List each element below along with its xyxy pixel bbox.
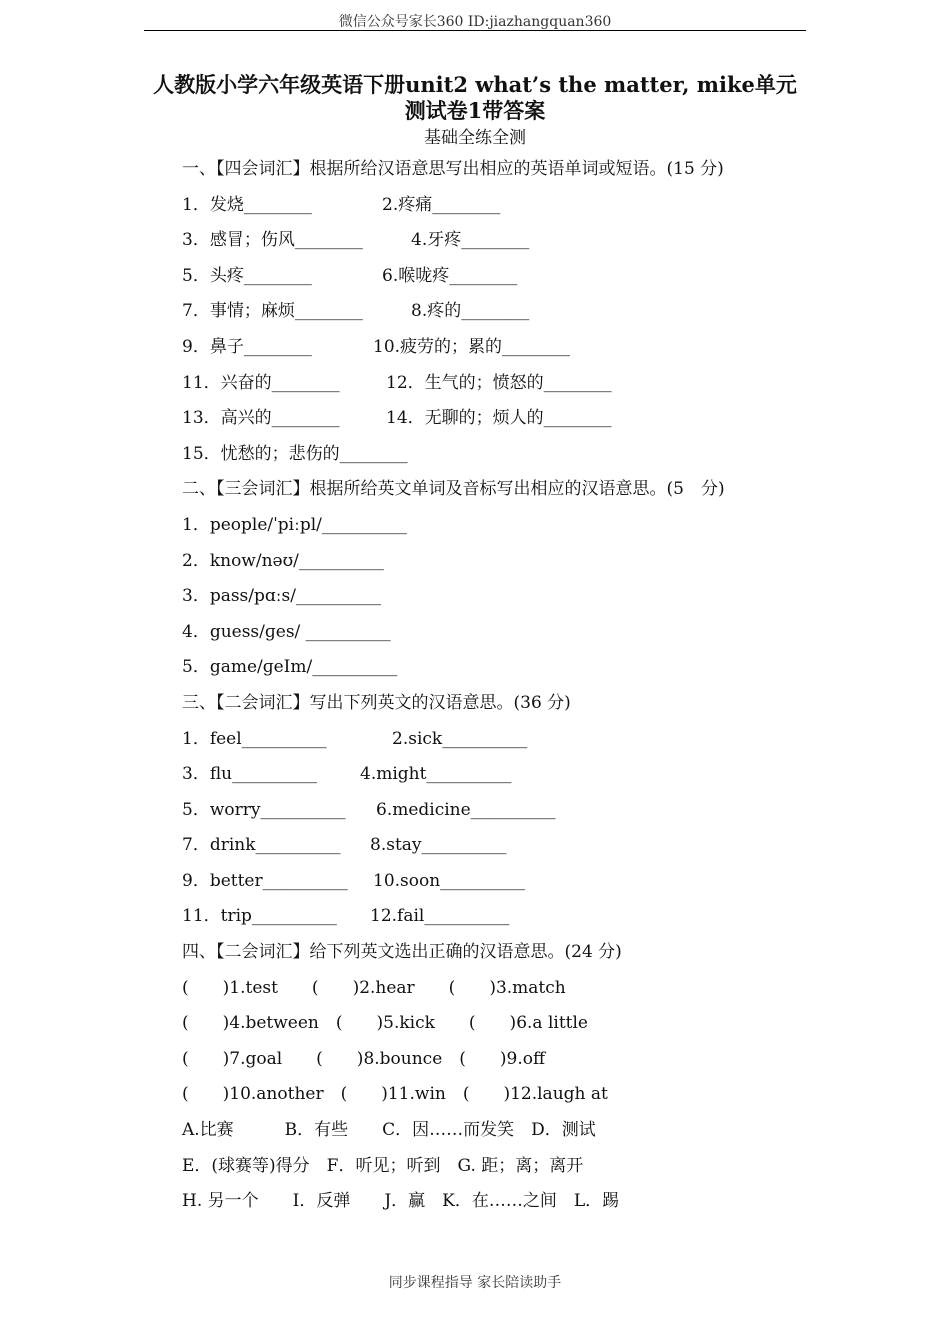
question-row: 5．worry__________ 6.medicine__________	[182, 799, 556, 820]
answer-options-row: E．(球赛等)得分 F．听见；听到 G. 距；离；离开	[182, 1155, 584, 1176]
question-row: 5．game/ɡeIm/__________	[182, 657, 398, 678]
question-row: ( )4.between ( )5.kick ( )6.a little	[182, 1013, 588, 1034]
question-row: 3．flu__________ 4.might__________	[182, 764, 512, 785]
question-row: 3．pass/pɑːs/__________	[182, 586, 381, 607]
title-line-2: 测试卷1带答案	[404, 98, 546, 123]
question-row: 1．people/ˈpiːpl/__________	[182, 514, 407, 535]
question-row: 11．兴奋的________ 12．生气的；愤怒的________	[182, 372, 612, 393]
page-footer: 同步课程指导 家长陪读助手	[388, 1275, 562, 1291]
question-row: 1．feel__________ 2.sick__________	[182, 728, 528, 749]
answer-options-row: H. 另一个 I．反弹 J．赢 K．在……之间 L．踢	[182, 1191, 620, 1212]
header-divider	[144, 30, 806, 31]
page-title	[120, 72, 830, 124]
question-row: 15．忧愁的；悲伤的________	[182, 443, 408, 464]
question-row: 5．头疼________ 6.喉咙疼________	[182, 265, 518, 286]
section-1-heading: 一、【四会词汇】根据所给汉语意思写出相应的英语单词或短语。(15 分)	[182, 159, 724, 179]
question-row: ( )10.another ( )11.win ( )12.laugh at	[182, 1084, 608, 1105]
question-row: 4．guess/ɡes/ __________	[182, 621, 391, 642]
question-row: 2．know/nəʊ/__________	[182, 550, 384, 571]
page-header: 微信公众号家长360 ID:jiazhangquan360	[338, 14, 612, 30]
question-row: 7．drink__________ 8.stay__________	[182, 835, 507, 856]
question-row: ( )7.goal ( )8.bounce ( )9.off	[182, 1048, 546, 1069]
question-row: ( )1.test ( )2.hear ( )3.match	[182, 977, 566, 998]
question-row: 1．发烧________ 2.疼痛________	[182, 194, 501, 215]
section-4-heading: 四、【二会词汇】给下列英文选出正确的汉语意思。(24 分)	[182, 942, 622, 963]
question-row: 13．高兴的________ 14．无聊的；烦人的________	[182, 408, 612, 429]
exercise-content	[182, 152, 822, 1220]
question-row: 11．trip__________ 12.fail__________	[182, 906, 510, 927]
page-subtitle: 基础全练全测	[424, 128, 526, 148]
question-row: 9．better__________ 10.soon__________	[182, 870, 526, 891]
section-2-heading: 二、【三会词汇】根据所给英文单词及音标写出相应的汉语意思。(5 分)	[182, 479, 725, 500]
question-row: 9．鼻子________ 10.疲劳的；累的________	[182, 336, 571, 357]
question-row: 7．事情；麻烦________ 8.疼的________	[182, 301, 530, 322]
title-line-1: 人教版小学六年级英语下册unit2 what’s the matter, mike单元	[153, 72, 797, 97]
answer-options-row: A.比赛 B．有些 C．因……而发笑 D．测试	[182, 1120, 596, 1141]
question-row: 3．感冒；伤风________ 4.牙疼________	[182, 230, 530, 251]
section-3-heading: 三、【二会词汇】写出下列英文的汉语意思。(36 分)	[182, 692, 571, 713]
